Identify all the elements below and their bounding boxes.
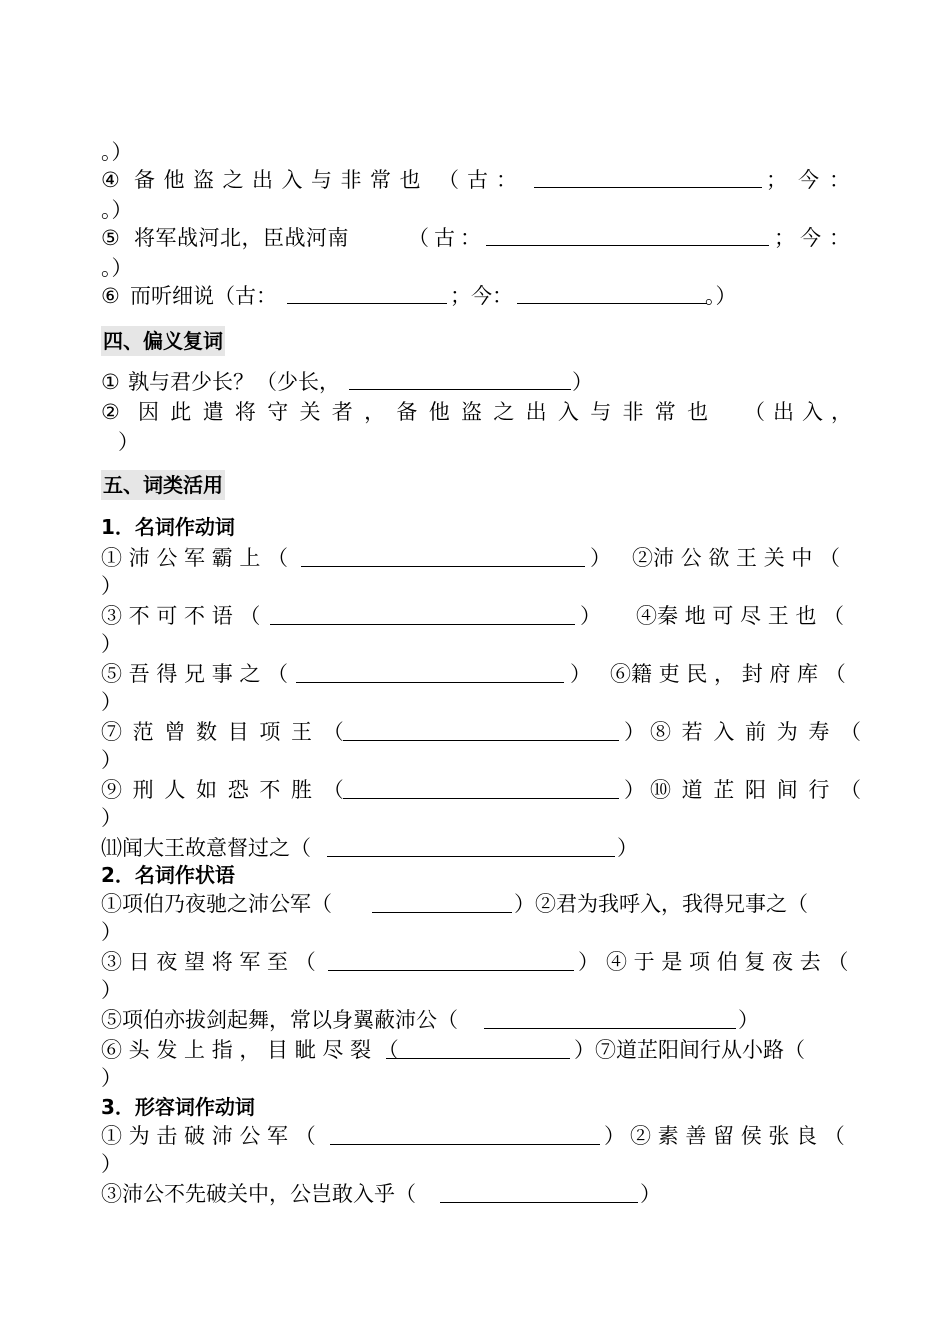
- close-paren: ）: [101, 1152, 122, 1176]
- answer-blank[interactable]: [343, 740, 619, 741]
- item-text: ⑨ 刑 人 如 恐 不 胜 （: [101, 778, 346, 802]
- item-text: ④ 于 是 项 伯 复 夜 去 （: [606, 950, 849, 974]
- answer-blank[interactable]: [386, 1058, 570, 1059]
- answer-blank[interactable]: [343, 798, 619, 799]
- close-paren: ）: [101, 690, 122, 714]
- close-paren: ）: [101, 748, 122, 772]
- close-paren: ）: [101, 1066, 122, 1090]
- close-paren: ）: [590, 546, 611, 570]
- answer-blank[interactable]: [296, 682, 564, 683]
- jin-label: 今：: [798, 168, 860, 192]
- answer-blank[interactable]: [287, 303, 447, 304]
- item-number: ②: [101, 400, 120, 424]
- item-text: ④秦 地 可 尽 王 也 （: [636, 604, 845, 628]
- item-text: ① 沛 公 军 霸 上 （: [101, 546, 289, 570]
- item-text: ② 素 善 留 侯 张 良 （: [630, 1124, 845, 1148]
- answer-blank[interactable]: [484, 1028, 736, 1029]
- item-number: ①: [101, 370, 120, 394]
- close-paren: 。）: [705, 284, 737, 308]
- answer-blank[interactable]: [327, 856, 615, 857]
- separator: ；: [774, 226, 795, 250]
- subsection-title: 3．形容词作动词: [101, 1095, 255, 1119]
- close-paren: ）: [580, 604, 601, 628]
- answer-blank[interactable]: [349, 389, 571, 390]
- answer-blank[interactable]: [440, 1202, 638, 1203]
- item-text: 而听细说: [130, 284, 214, 308]
- answer-blank[interactable]: [330, 1144, 600, 1145]
- item-text: ⑥籍 吏 民 ， 封 府 库 （: [610, 662, 846, 686]
- close-paren: ）: [624, 778, 645, 802]
- answer-blank[interactable]: [328, 970, 574, 971]
- close-paren: ）: [624, 720, 645, 744]
- item-text: ⑤ 吾 得 兄 事 之 （: [101, 662, 289, 686]
- gu-label: （古：: [438, 168, 525, 192]
- item-text: 孰与君少长？: [128, 370, 254, 394]
- item-text: ①项伯乃夜驰之沛公军（: [101, 892, 332, 916]
- section-heading: 五、词类活用: [101, 470, 225, 500]
- item-text: 备他盗之出入与非常也: [134, 168, 429, 192]
- jin-label: 今：: [800, 226, 858, 250]
- separator: ；: [766, 168, 787, 192]
- item-text: ③沛公不先破关中，公岂敢入乎（: [101, 1182, 416, 1206]
- paren-label: （少长，: [256, 370, 340, 394]
- answer-blank[interactable]: [372, 912, 512, 913]
- item-text: ）⑦道芷阳间行从小路（: [574, 1038, 805, 1062]
- item-text: ⑥ 头 发 上 指 ， 目 眦 尽 裂 （: [101, 1038, 399, 1062]
- answer-blank[interactable]: [486, 245, 769, 246]
- item-number: ⑥: [101, 284, 120, 308]
- close-paren: ）: [572, 370, 593, 394]
- item-text: ⑧ 若 入 前 为 寿 （: [650, 720, 864, 744]
- item-number: ⑤: [101, 226, 120, 250]
- close-paren: ）: [101, 806, 122, 830]
- item-text: ②沛 公 欲 王 关 中 （: [632, 546, 841, 570]
- item-text: ③ 不 可 不 语 （: [101, 604, 261, 628]
- close-paren: ）: [101, 920, 122, 944]
- subsection-title: 2．名词作状语: [101, 863, 235, 887]
- close-paren: ）: [617, 836, 638, 860]
- item-text: ⑦ 范 曾 数 目 项 王 （: [101, 720, 346, 744]
- close-paren: ）: [578, 950, 599, 974]
- continuation-line: 。）: [101, 140, 133, 164]
- separator: ；今：: [450, 284, 513, 308]
- close-paren: ）: [118, 430, 139, 454]
- item-text: ）②君为我呼入，我得兄事之（: [514, 892, 808, 916]
- answer-blank[interactable]: [301, 566, 585, 567]
- answer-blank[interactable]: [270, 624, 575, 625]
- answer-blank[interactable]: [517, 303, 707, 304]
- gu-label: （古：: [214, 284, 277, 308]
- paren-label: （出入，: [744, 400, 860, 424]
- item-text: 因此遣将守关者，备他盗之出入与非常也: [138, 400, 720, 424]
- continuation-line: 。）: [101, 198, 133, 222]
- item-text: ① 为 击 破 沛 公 军 （: [101, 1124, 316, 1148]
- item-number: ④: [101, 168, 120, 192]
- gu-label: （古：: [408, 226, 486, 250]
- close-paren: ）: [101, 632, 122, 656]
- section-heading: 四、偏义复词: [101, 326, 225, 356]
- continuation-line: 。）: [101, 256, 133, 280]
- close-paren: ）: [738, 1008, 759, 1032]
- close-paren: ）: [101, 978, 122, 1002]
- answer-blank[interactable]: [534, 187, 762, 188]
- subsection-title: 1．名词作动词: [101, 515, 235, 539]
- close-paren: ）: [101, 574, 122, 598]
- item-text: ⑤项伯亦拔剑起舞，常以身翼蔽沛公（: [101, 1008, 458, 1032]
- close-paren: ）: [604, 1124, 625, 1148]
- close-paren: ）: [570, 662, 591, 686]
- close-paren: ）: [640, 1182, 661, 1206]
- item-text: ③ 日 夜 望 将 军 至 （: [101, 950, 316, 974]
- item-text: 将军战河北，臣战河南: [134, 226, 349, 250]
- item-text: ⑩ 道 芷 阳 间 行 （: [650, 778, 864, 802]
- item-text: ⑾闻大王故意督过之（: [101, 836, 311, 860]
